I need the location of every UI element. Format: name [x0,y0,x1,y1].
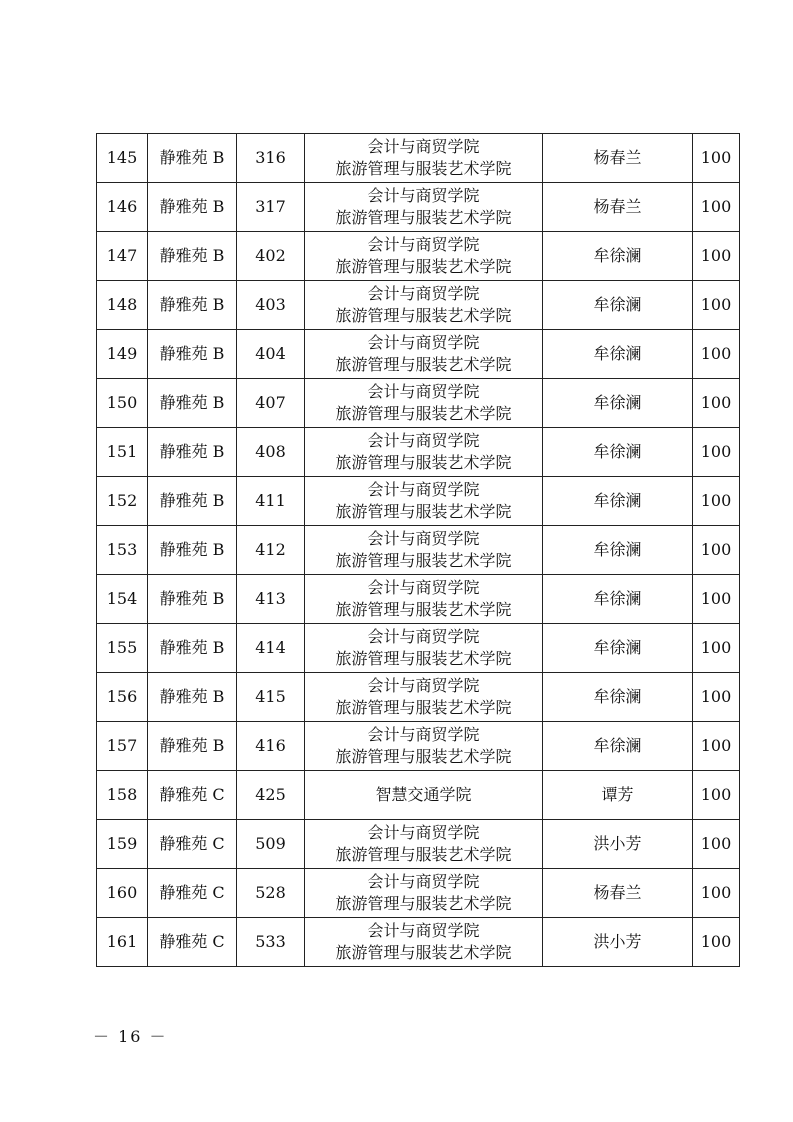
responsible-person-cell: 牟徐澜 [543,624,693,673]
row-number-cell: 160 [97,869,148,918]
college-name: 旅游管理与服装艺术学院 [335,698,512,717]
college-name: 旅游管理与服装艺术学院 [335,845,512,864]
room-cell: 316 [237,134,305,183]
score-cell: 100 [693,428,740,477]
row-number-cell: 149 [97,330,148,379]
building-cell: 静雅苑 C [148,918,237,967]
score-cell: 100 [693,673,740,722]
responsible-person-cell: 杨春兰 [543,869,693,918]
responsible-person-cell: 牟徐澜 [543,232,693,281]
college-name: 会计与商贸学院 [367,676,480,696]
score-cell: 100 [693,771,740,820]
row-number-cell: 150 [97,379,148,428]
room-cell: 425 [237,771,305,820]
row-number-cell: 153 [97,526,148,575]
college-cell [305,183,543,232]
college-cell [305,771,543,820]
college-name: 旅游管理与服装艺术学院 [335,404,512,423]
table-row [97,232,740,281]
building-cell: 静雅苑 C [148,820,237,869]
college-name: 会计与商贸学院 [367,186,480,206]
row-number-cell: 161 [97,918,148,967]
row-number-cell: 145 [97,134,148,183]
responsible-person-cell: 杨春兰 [543,134,693,183]
room-cell: 528 [237,869,305,918]
responsible-person-cell: 牟徐澜 [543,330,693,379]
responsible-person-cell: 牟徐澜 [543,428,693,477]
college-name: 会计与商贸学院 [367,921,480,941]
college-cell [305,869,543,918]
score-cell: 100 [693,183,740,232]
college-name: 旅游管理与服装艺术学院 [335,306,512,325]
room-cell: 412 [237,526,305,575]
table-row [97,428,740,477]
room-cell: 413 [237,575,305,624]
room-cell: 416 [237,722,305,771]
college-cell [305,820,543,869]
college-name: 会计与商贸学院 [367,872,480,892]
row-number-cell: 157 [97,722,148,771]
row-number-cell: 158 [97,771,148,820]
row-number-cell: 156 [97,673,148,722]
building-cell: 静雅苑 B [148,232,237,281]
building-cell: 静雅苑 C [148,771,237,820]
row-number-cell: 155 [97,624,148,673]
college-name: 会计与商贸学院 [367,480,480,500]
room-cell: 509 [237,820,305,869]
college-name: 旅游管理与服装艺术学院 [335,894,512,913]
table-row [97,673,740,722]
row-number-cell: 152 [97,477,148,526]
college-cell [305,281,543,330]
score-cell: 100 [693,575,740,624]
score-cell: 100 [693,820,740,869]
responsible-person-cell: 牟徐澜 [543,722,693,771]
building-cell: 静雅苑 B [148,379,237,428]
table-row [97,771,740,820]
college-cell [305,330,543,379]
responsible-person-cell: 牟徐澜 [543,379,693,428]
responsible-person-cell: 洪小芳 [543,918,693,967]
college-name: 会计与商贸学院 [367,284,480,304]
college-name: 旅游管理与服装艺术学院 [335,453,512,472]
row-number-cell: 151 [97,428,148,477]
score-cell: 100 [693,281,740,330]
table-row [97,477,740,526]
building-cell: 静雅苑 B [148,575,237,624]
score-cell: 100 [693,232,740,281]
college-cell [305,575,543,624]
college-cell [305,526,543,575]
room-cell: 411 [237,477,305,526]
building-cell: 静雅苑 C [148,869,237,918]
room-cell: 402 [237,232,305,281]
table-row [97,379,740,428]
college-name: 旅游管理与服装艺术学院 [335,502,512,521]
building-cell: 静雅苑 B [148,477,237,526]
score-cell: 100 [693,918,740,967]
room-cell: 407 [237,379,305,428]
table-row [97,330,740,379]
row-number-cell: 146 [97,183,148,232]
college-name: 旅游管理与服装艺术学院 [335,551,512,570]
row-number-cell: 147 [97,232,148,281]
college-name: 旅游管理与服装艺术学院 [335,208,512,227]
responsible-person-cell: 洪小芳 [543,820,693,869]
score-cell: 100 [693,869,740,918]
college-name: 旅游管理与服装艺术学院 [335,747,512,766]
college-name: 会计与商贸学院 [367,431,480,451]
college-name: 会计与商贸学院 [367,725,480,745]
building-cell: 静雅苑 B [148,330,237,379]
building-cell: 静雅苑 B [148,183,237,232]
college-name: 旅游管理与服装艺术学院 [335,355,512,374]
table-row [97,820,740,869]
table-row [97,183,740,232]
score-cell: 100 [693,330,740,379]
college-cell [305,134,543,183]
responsible-person-cell: 牟徐澜 [543,526,693,575]
table-row [97,624,740,673]
room-cell: 317 [237,183,305,232]
score-cell: 100 [693,134,740,183]
score-cell: 100 [693,624,740,673]
building-cell: 静雅苑 B [148,722,237,771]
building-cell: 静雅苑 B [148,134,237,183]
building-cell: 静雅苑 B [148,673,237,722]
table-row [97,918,740,967]
college-name: 旅游管理与服装艺术学院 [335,649,512,668]
college-name: 会计与商贸学院 [367,382,480,402]
room-cell: 414 [237,624,305,673]
college-name: 会计与商贸学院 [367,578,480,598]
college-cell [305,232,543,281]
dormitory-score-table [96,133,740,967]
college-name: 会计与商贸学院 [367,529,480,549]
room-cell: 408 [237,428,305,477]
page-number: － 16 － [93,1027,168,1046]
building-cell: 静雅苑 B [148,624,237,673]
building-cell: 静雅苑 B [148,526,237,575]
table-row [97,281,740,330]
college-name: 旅游管理与服装艺术学院 [335,943,512,962]
room-cell: 533 [237,918,305,967]
college-name: 旅游管理与服装艺术学院 [335,257,512,276]
college-name: 会计与商贸学院 [367,627,480,647]
score-cell: 100 [693,477,740,526]
room-cell: 403 [237,281,305,330]
row-number-cell: 159 [97,820,148,869]
college-cell [305,918,543,967]
college-cell [305,379,543,428]
building-cell: 静雅苑 B [148,281,237,330]
responsible-person-cell: 牟徐澜 [543,575,693,624]
college-name: 旅游管理与服装艺术学院 [335,600,512,619]
table-row [97,526,740,575]
college-name: 会计与商贸学院 [367,235,480,255]
room-cell: 404 [237,330,305,379]
responsible-person-cell: 谭芳 [543,771,693,820]
table-row [97,722,740,771]
score-cell: 100 [693,722,740,771]
college-cell [305,624,543,673]
college-name: 会计与商贸学院 [367,823,480,843]
responsible-person-cell: 牟徐澜 [543,477,693,526]
college-cell [305,722,543,771]
table-row [97,869,740,918]
responsible-person-cell: 牟徐澜 [543,673,693,722]
table-row [97,575,740,624]
college-cell [305,428,543,477]
table-row [97,134,740,183]
college-name: 智慧交通学院 [375,785,472,805]
building-cell: 静雅苑 B [148,428,237,477]
responsible-person-cell: 牟徐澜 [543,281,693,330]
college-cell [305,477,543,526]
row-number-cell: 154 [97,575,148,624]
college-cell [305,673,543,722]
responsible-person-cell: 杨春兰 [543,183,693,232]
score-cell: 100 [693,526,740,575]
college-name: 会计与商贸学院 [367,137,480,157]
score-cell: 100 [693,379,740,428]
room-cell: 415 [237,673,305,722]
college-name: 会计与商贸学院 [367,333,480,353]
row-number-cell: 148 [97,281,148,330]
table-body [97,134,740,967]
college-name: 旅游管理与服装艺术学院 [335,159,512,178]
